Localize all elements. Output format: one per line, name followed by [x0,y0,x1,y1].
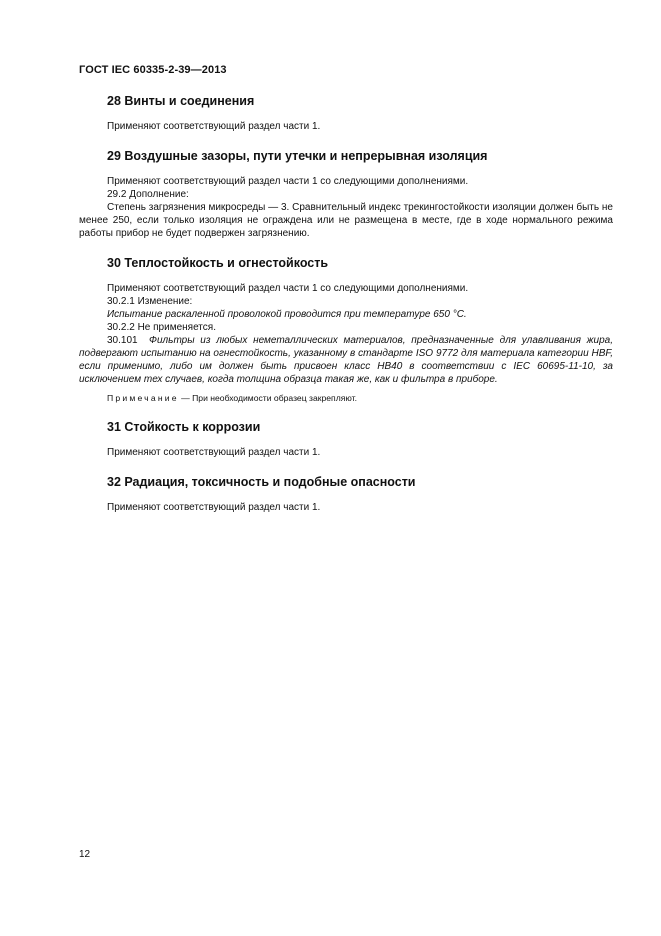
section-31-text: Применяют соответствующий раздел части 1. [107,447,321,458]
section-31 [79,419,613,459]
note-text: — При необходимости образец закрепляют. [178,393,358,403]
clause-30-101-number: 30.101 [107,335,138,346]
section-28 [79,93,613,133]
section-30-intro: Применяют соответствующий раздел части 1 со следующими дополнениями. [107,283,469,294]
clause-30-2-1: 30.2.1 Изменение: [107,296,193,307]
section-29 [79,148,613,240]
clause-29-2-text: Степень загрязнения микросреды — 3. Сравнительный индекс трекингостойкости изоляции должен быть не менее 250, если только изоляция не ограждена или не размещена в месте, где в ходе нормального режима работы прибор не будет подвержен загрязнению. [79,202,613,239]
document-body [79,93,613,514]
section-28-text: Применяют соответствующий раздел части 1. [107,121,321,132]
clause-30-101 [79,334,613,386]
clause-30-2-2: 30.2.2 Не применяется. [107,322,216,333]
section-30-title: 30 Теплостойкость и огнестойкость [107,256,329,270]
section-32 [79,474,613,514]
section-31-title: 31 Стойкость к коррозии [107,420,261,434]
section-28-title: 28 Винты и соединения [107,94,255,108]
clause-29-2: 29.2 Дополнение: [107,189,189,200]
section-29-title: 29 Воздушные зазоры, пути утечки и непрерывная изоляция [107,149,488,163]
section-32-text: Применяют соответствующий раздел части 1. [107,502,321,513]
note-label: Примечание [107,393,179,403]
document-header: ГОСТ IEC 60335-2-39—2013 [79,64,227,76]
clause-30-101-text: Фильтры из любых неметаллических материалов, предназначенные для улавливания жира, подвергают испытанию на огнестойкость, указанному в стандарте ISO 9772 для материала категории HBF, если применимо, либо им должен быть присвоен класс НВ40 в соответствии с IEC 60695-11-10, за исключением тех случаев, когда толщина образца такая же, как и фильтра в приборе. [79,335,613,385]
clause-30-2-1-text: Испытание раскаленной проволокой проводится при температуре 650 °С. [107,309,467,320]
page-number: 12 [79,849,91,860]
section-32-title: 32 Радиация, токсичность и подобные опасности [107,475,416,489]
note [79,392,613,404]
section-29-intro: Применяют соответствующий раздел части 1 со следующими дополнениями. [107,176,469,187]
section-30 [79,255,613,404]
